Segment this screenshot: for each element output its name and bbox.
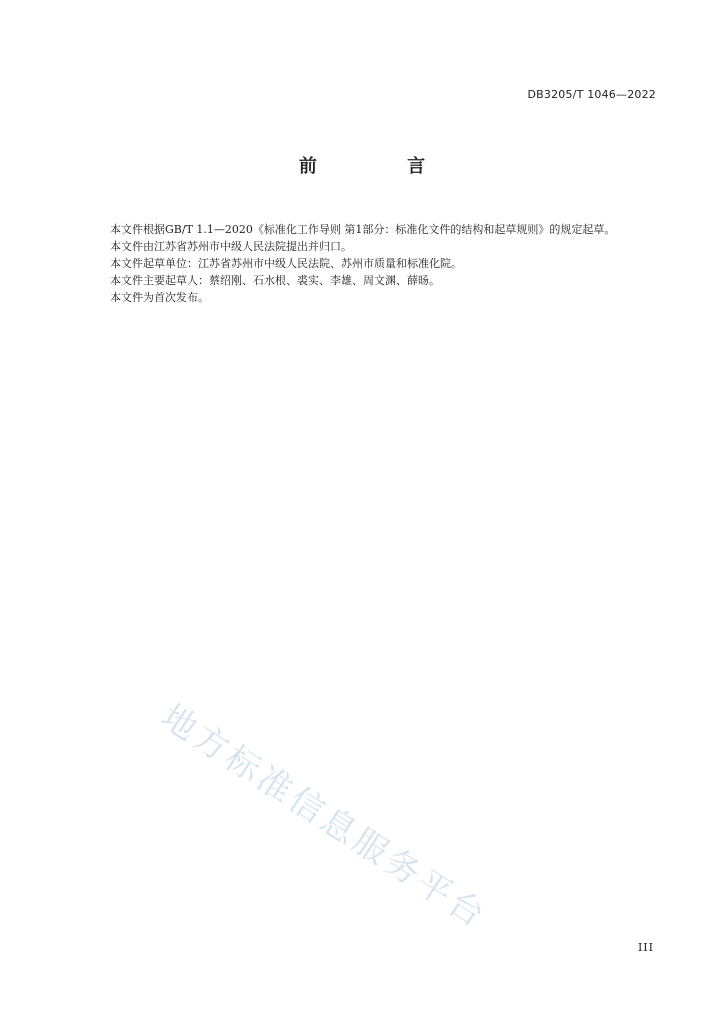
document-code: DB3205/T 1046—2022 xyxy=(527,88,656,101)
paragraph-drafters: 本文件主要起草人：蔡绍刚、石水根、裘实、李雄、周文渊、薛旸。 xyxy=(110,274,440,287)
page-number: III xyxy=(637,941,654,954)
paragraph-first-release: 本文件为首次发布。 xyxy=(110,291,209,304)
paragraph-proposer: 本文件由江苏省苏州市中级人民法院提出并归口。 xyxy=(110,240,352,253)
foreword-content xyxy=(88,221,658,306)
paragraph-drafting-basis: 本文件根据GB/T 1.1—2020《标准化工作导则 第1部分：标准化文件的结构和起草规则》的规定起草。 xyxy=(110,223,616,236)
paragraph-drafting-units: 本文件起草单位：江苏省苏州市中级人民法院、苏州市质量和标准化院。 xyxy=(110,257,462,270)
section-title: 前 言 xyxy=(298,156,468,177)
watermark: 地方标准信息服务平台 xyxy=(153,696,495,938)
